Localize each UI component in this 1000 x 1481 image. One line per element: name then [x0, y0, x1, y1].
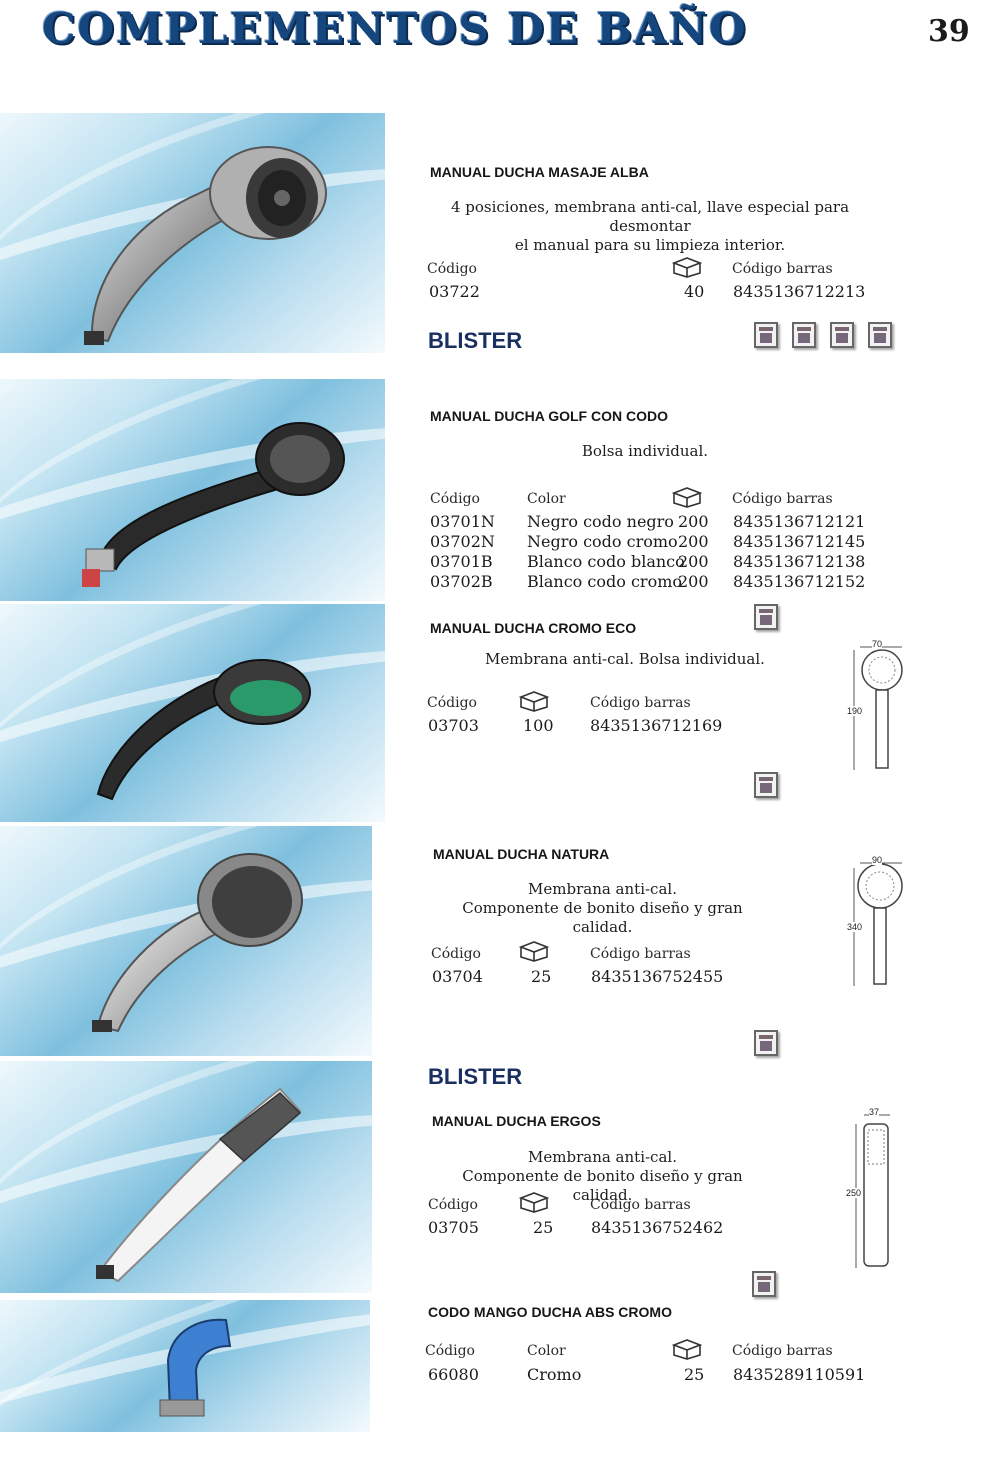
package-icon-blister [754, 604, 778, 630]
product-code: 03703 [428, 716, 479, 735]
label-codigo-barras: Código barras [732, 1343, 833, 1359]
product-code: 03705 [428, 1218, 479, 1237]
product-description [430, 198, 870, 255]
product-photo-cromo-eco [0, 604, 385, 822]
box-quantity: 200 [678, 552, 709, 571]
barcode: 8435136712145 [733, 532, 866, 551]
product-code: 03702B [430, 572, 493, 591]
dimension-height: 250 [846, 1188, 862, 1198]
dimension-width: 70 [872, 639, 883, 649]
box-quantity: 40 [684, 282, 705, 301]
product-photo-natura [0, 826, 372, 1056]
label-codigo-barras: Código barras [732, 491, 833, 507]
barcode: 8435136712152 [733, 572, 866, 591]
label-codigo: Código [428, 1197, 478, 1213]
label-codigo: Código [431, 946, 481, 962]
barcode: 8435136752455 [591, 967, 724, 986]
box-icon [519, 1191, 549, 1213]
blister-heading: BLISTER [428, 328, 523, 353]
product-code: 03701N [430, 512, 495, 531]
product-title: MANUAL DUCHA MASAJE ALBA [430, 164, 649, 180]
product-title: CODO MANGO DUCHA ABS CROMO [428, 1304, 672, 1320]
label-codigo-barras: Código barras [732, 261, 833, 277]
package-icon-hanger [792, 322, 816, 348]
package-icon-box [868, 322, 892, 348]
dimension-drawing [844, 856, 918, 990]
label-codigo-barras: Código barras [590, 1197, 691, 1213]
box-quantity: 25 [531, 967, 552, 986]
dimension-drawing [844, 640, 918, 776]
dimension-height: 340 [847, 922, 863, 932]
product-photo-golf [0, 379, 385, 601]
product-color: Blanco codo blanco [527, 552, 685, 571]
package-icon-blister [752, 1271, 776, 1297]
label-color: Color [527, 1343, 566, 1359]
product-code: 03702N [430, 532, 495, 551]
label-color: Color [527, 491, 566, 507]
elbow-fitting-image [0, 1300, 370, 1432]
shower-head-alba-image [0, 113, 385, 353]
box-icon [672, 1338, 702, 1360]
product-title: MANUAL DUCHA GOLF CON CODO [430, 408, 668, 424]
barcode: 8435136712121 [733, 512, 866, 531]
description-line: Membrana anti-cal. [528, 1148, 677, 1166]
label-codigo: Código [427, 261, 477, 277]
description-line: Membrana anti-cal. [528, 880, 677, 898]
label-codigo-barras: Código barras [590, 946, 691, 962]
product-description: Bolsa individual. [581, 442, 709, 460]
box-quantity: 200 [678, 512, 709, 531]
description-line: Componente de bonito diseño y gran calidad. [462, 1167, 743, 1204]
shower-head-cromo-eco-image [0, 604, 385, 822]
barcode: 8435136712169 [590, 716, 723, 735]
product-title: MANUAL DUCHA NATURA [433, 846, 610, 862]
page-number: 39 [928, 14, 970, 49]
product-color: Blanco codo cromo [527, 572, 682, 591]
page-title: COMPLEMENTOS DE BAÑO [42, 4, 748, 53]
box-quantity: 25 [684, 1365, 705, 1384]
package-icon-blister [754, 772, 778, 798]
dimension-width: 90 [872, 855, 883, 865]
product-color: Negro codo cromo [527, 532, 678, 551]
product-code: 66080 [428, 1365, 479, 1384]
package-icon-blister [754, 322, 778, 348]
product-code: 03701B [430, 552, 493, 571]
dimension-height: 190 [847, 706, 863, 716]
box-icon [672, 486, 702, 508]
label-codigo: Código [430, 491, 480, 507]
product-photo-ergos [0, 1061, 372, 1293]
product-title: MANUAL DUCHA ERGOS [432, 1113, 601, 1129]
box-icon [519, 940, 549, 962]
barcode: 8435289110591 [733, 1365, 866, 1384]
product-photo-codo [0, 1300, 370, 1432]
shower-head-golf-image [0, 379, 385, 601]
label-codigo: Código [425, 1343, 475, 1359]
box-icon [672, 256, 702, 278]
product-color: Negro codo negro [527, 512, 674, 531]
dimension-width: 37 [869, 1107, 880, 1117]
box-quantity: 200 [678, 532, 709, 551]
product-description: Membrana anti-cal. Bolsa individual. [485, 650, 765, 668]
product-code: 03722 [429, 282, 480, 301]
box-quantity: 200 [678, 572, 709, 591]
description-line: Componente de bonito diseño y gran calidad. [462, 899, 743, 936]
barcode: 8435136712213 [733, 282, 866, 301]
product-title: MANUAL DUCHA CROMO ECO [430, 620, 637, 636]
package-icon-blister [754, 1030, 778, 1056]
shower-head-natura-image [0, 826, 372, 1056]
description-line: 4 posiciones, membrana anti-cal, llave especial para desmontar [450, 198, 850, 235]
description-line: el manual para su limpieza interior. [514, 236, 786, 254]
product-photo-alba [0, 113, 385, 353]
dimension-drawing [844, 1108, 896, 1274]
product-code: 03704 [432, 967, 483, 986]
box-quantity: 25 [533, 1218, 554, 1237]
barcode: 8435136752462 [591, 1218, 724, 1237]
blister-heading: BLISTER [428, 1064, 523, 1089]
barcode: 8435136712138 [733, 552, 866, 571]
product-description [430, 880, 775, 937]
label-codigo-barras: Código barras [590, 695, 691, 711]
package-icon-display [830, 322, 854, 348]
shower-head-ergos-image [0, 1061, 372, 1293]
product-color: Cromo [527, 1365, 582, 1384]
box-icon [519, 690, 549, 712]
box-quantity: 100 [523, 716, 554, 735]
label-codigo: Código [427, 695, 477, 711]
